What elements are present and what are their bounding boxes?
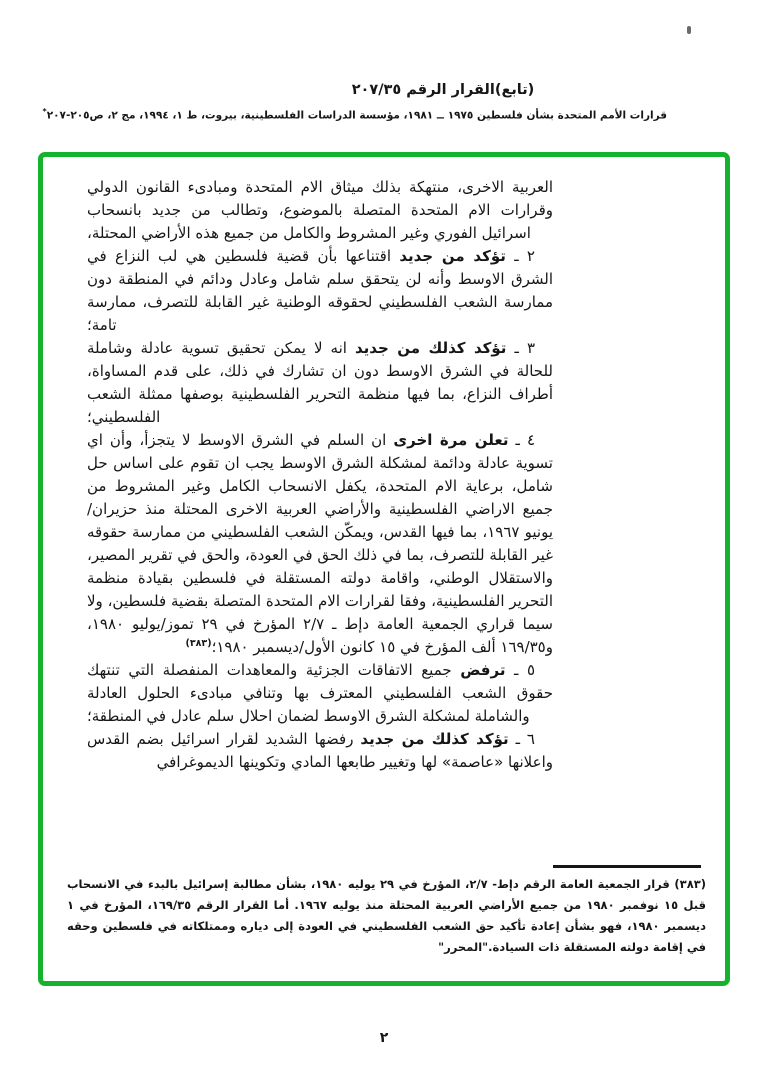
paragraph-text: اقتناعها بأن قضية فلسطين هي لب النزاع في الشرق الاوسط وأنه لن يتحقق سلم شامل وعادل ودائم في المنطقة دون ممارسة الشعب الفلسطيني لحقوقه الوطنية غير القابلة للتصرف، ممارسة تامة؛	[87, 247, 553, 334]
page-number: ٢	[379, 1030, 389, 1046]
page-title: (تابع)القرار الرقم ٢٠٧/٣٥	[351, 82, 535, 98]
paragraph-lead: تعلن مرة اخرى	[393, 431, 509, 449]
paragraph-text: رفضها الشديد لقرار اسرائيل بضم القدس واعلانها «عاصمة» لها وتغيير طابعها المادي وتكوينها الديموغرافي	[87, 730, 553, 771]
source-citation-mark: *	[42, 107, 47, 116]
paragraph-number: ٦ ـ	[515, 730, 535, 748]
paragraph-lead: تؤكد كذلك من جديد	[355, 339, 507, 357]
footnote-text: (٣٨٣) قرار الجمعية العامة الرقم دإط- ٢/٧، المؤرخ في ٢٩ يوليه ١٩٨٠، بشأن مطالبة إسرائيل بالبدء في الانسحاب قبل ١٥ نوفمبر ١٩٨٠ من جميع الأراضي العربية المحتلة منذ يوليه ١٩٦٧. أما القرار الرقم ١٦٩/٣٥، المؤرخ في ١ ديسمبر ١٩٨٠، فهو بشأن إعادة تأكيد حق الشعب الفلسطيني في العودة إلى دياره وممتلكاته في فلسطين وحقه في إقامة دولته المستقلة ذات السيادة."المحرر"	[67, 877, 706, 954]
paragraph-text: العربية الاخرى، منتهكة بذلك ميثاق الام المتحدة ومبادىء القانون الدولي وقرارات الام المتحدة المتصلة بالموضوع، وتطالب من جديد بانسحاب اسرائيل الفوري وغير المشروط والكامل من جميع هذه الأراضي المحتلة،	[87, 178, 553, 242]
paragraph	[87, 659, 553, 728]
paragraph-text: جميع الاتفاقات الجزئية والمعاهدات المنفصلة التي تنتهك حقوق الشعب الفلسطيني المعترف بها وتنافي مبادىء الحلول العادلة والشاملة لمشكلة الشرق الاوسط لضمان احلال سلم عادل في المنطقة؛	[87, 661, 553, 725]
paragraph-number: ٤ ـ	[515, 431, 535, 449]
source-citation-line	[43, 107, 667, 122]
source-citation-text: قرارات الأمم المتحدة بشأن فلسطين ١٩٧٥ ــ ١٩٨١، مؤسسة الدراسات الفلسطينية، بيروت، ط ١، ١٩٩٤، مج ٢، ص٢٠٥-٢٠٧	[46, 109, 667, 122]
paragraph	[87, 176, 553, 245]
resolution-body	[87, 176, 553, 774]
footnote-ref: (٣٨٣)	[185, 638, 212, 649]
paragraph	[87, 728, 553, 774]
paragraph-text: ان السلم في الشرق الاوسط لا يتجزأ، وأن اي تسوية عادلة ودائمة لمشكلة الشرق الاوسط يجب ان تقوم على اساس حل شامل، برعاية الام المتحدة، يكفل الانسحاب الكامل وغير المشروط من جميع الاراضي الفلسطينية والأراضي العربية الاخرى المحتلة منذ حزيران/يونيو ١٩٦٧، بما فيها القدس، ويمكّن الشعب الفلسطيني من ممارسة حقوقه غير القابلة للتصرف، بما في ذلك الحق في العودة، والحق في تقرير المصير، والاستقلال الوطني، واقامة دولته المستقلة في فلسطين بقيادة منظمة التحرير الفلسطينية، وفقا لقرارات الام المتحدة المتصلة بقضية فلسطين، ولا سيما قراري الجمعية العامة دإط ـ ٢/٧ المؤرخ في ٢٩ تموز/يوليو ١٩٨٠، و١٦٩/٣٥ ألف المؤرخ في ١٥ كانون الأول/ديسمبر ١٩٨٠؛	[87, 431, 554, 656]
paragraph-text: انه لا يمكن تحقيق تسوية عادلة وشاملة للحالة في الشرق الاوسط دون ان تشارك في ذلك، على قدم المساواة، أطراف النزاع، بما فيها منظمة التحرير الفلسطينية بوصفها ممثلة الشعب الفلسطيني؛	[87, 339, 553, 426]
paragraph-number: ٣ ـ	[514, 339, 535, 357]
paragraph	[87, 429, 553, 659]
footnote-separator	[553, 865, 701, 868]
footnote	[67, 874, 706, 958]
paragraph	[87, 337, 553, 429]
paragraph-lead: تؤكد من جديد	[399, 247, 506, 265]
paragraph-number: ٥ ـ	[514, 661, 535, 679]
paragraph-number: ٢ ـ	[514, 247, 535, 265]
scan-artifact	[687, 26, 691, 34]
paragraph-lead: تؤكد كذلك من جديد	[360, 730, 509, 748]
paragraph	[87, 245, 553, 337]
paragraph-lead: ترفض	[460, 661, 506, 679]
